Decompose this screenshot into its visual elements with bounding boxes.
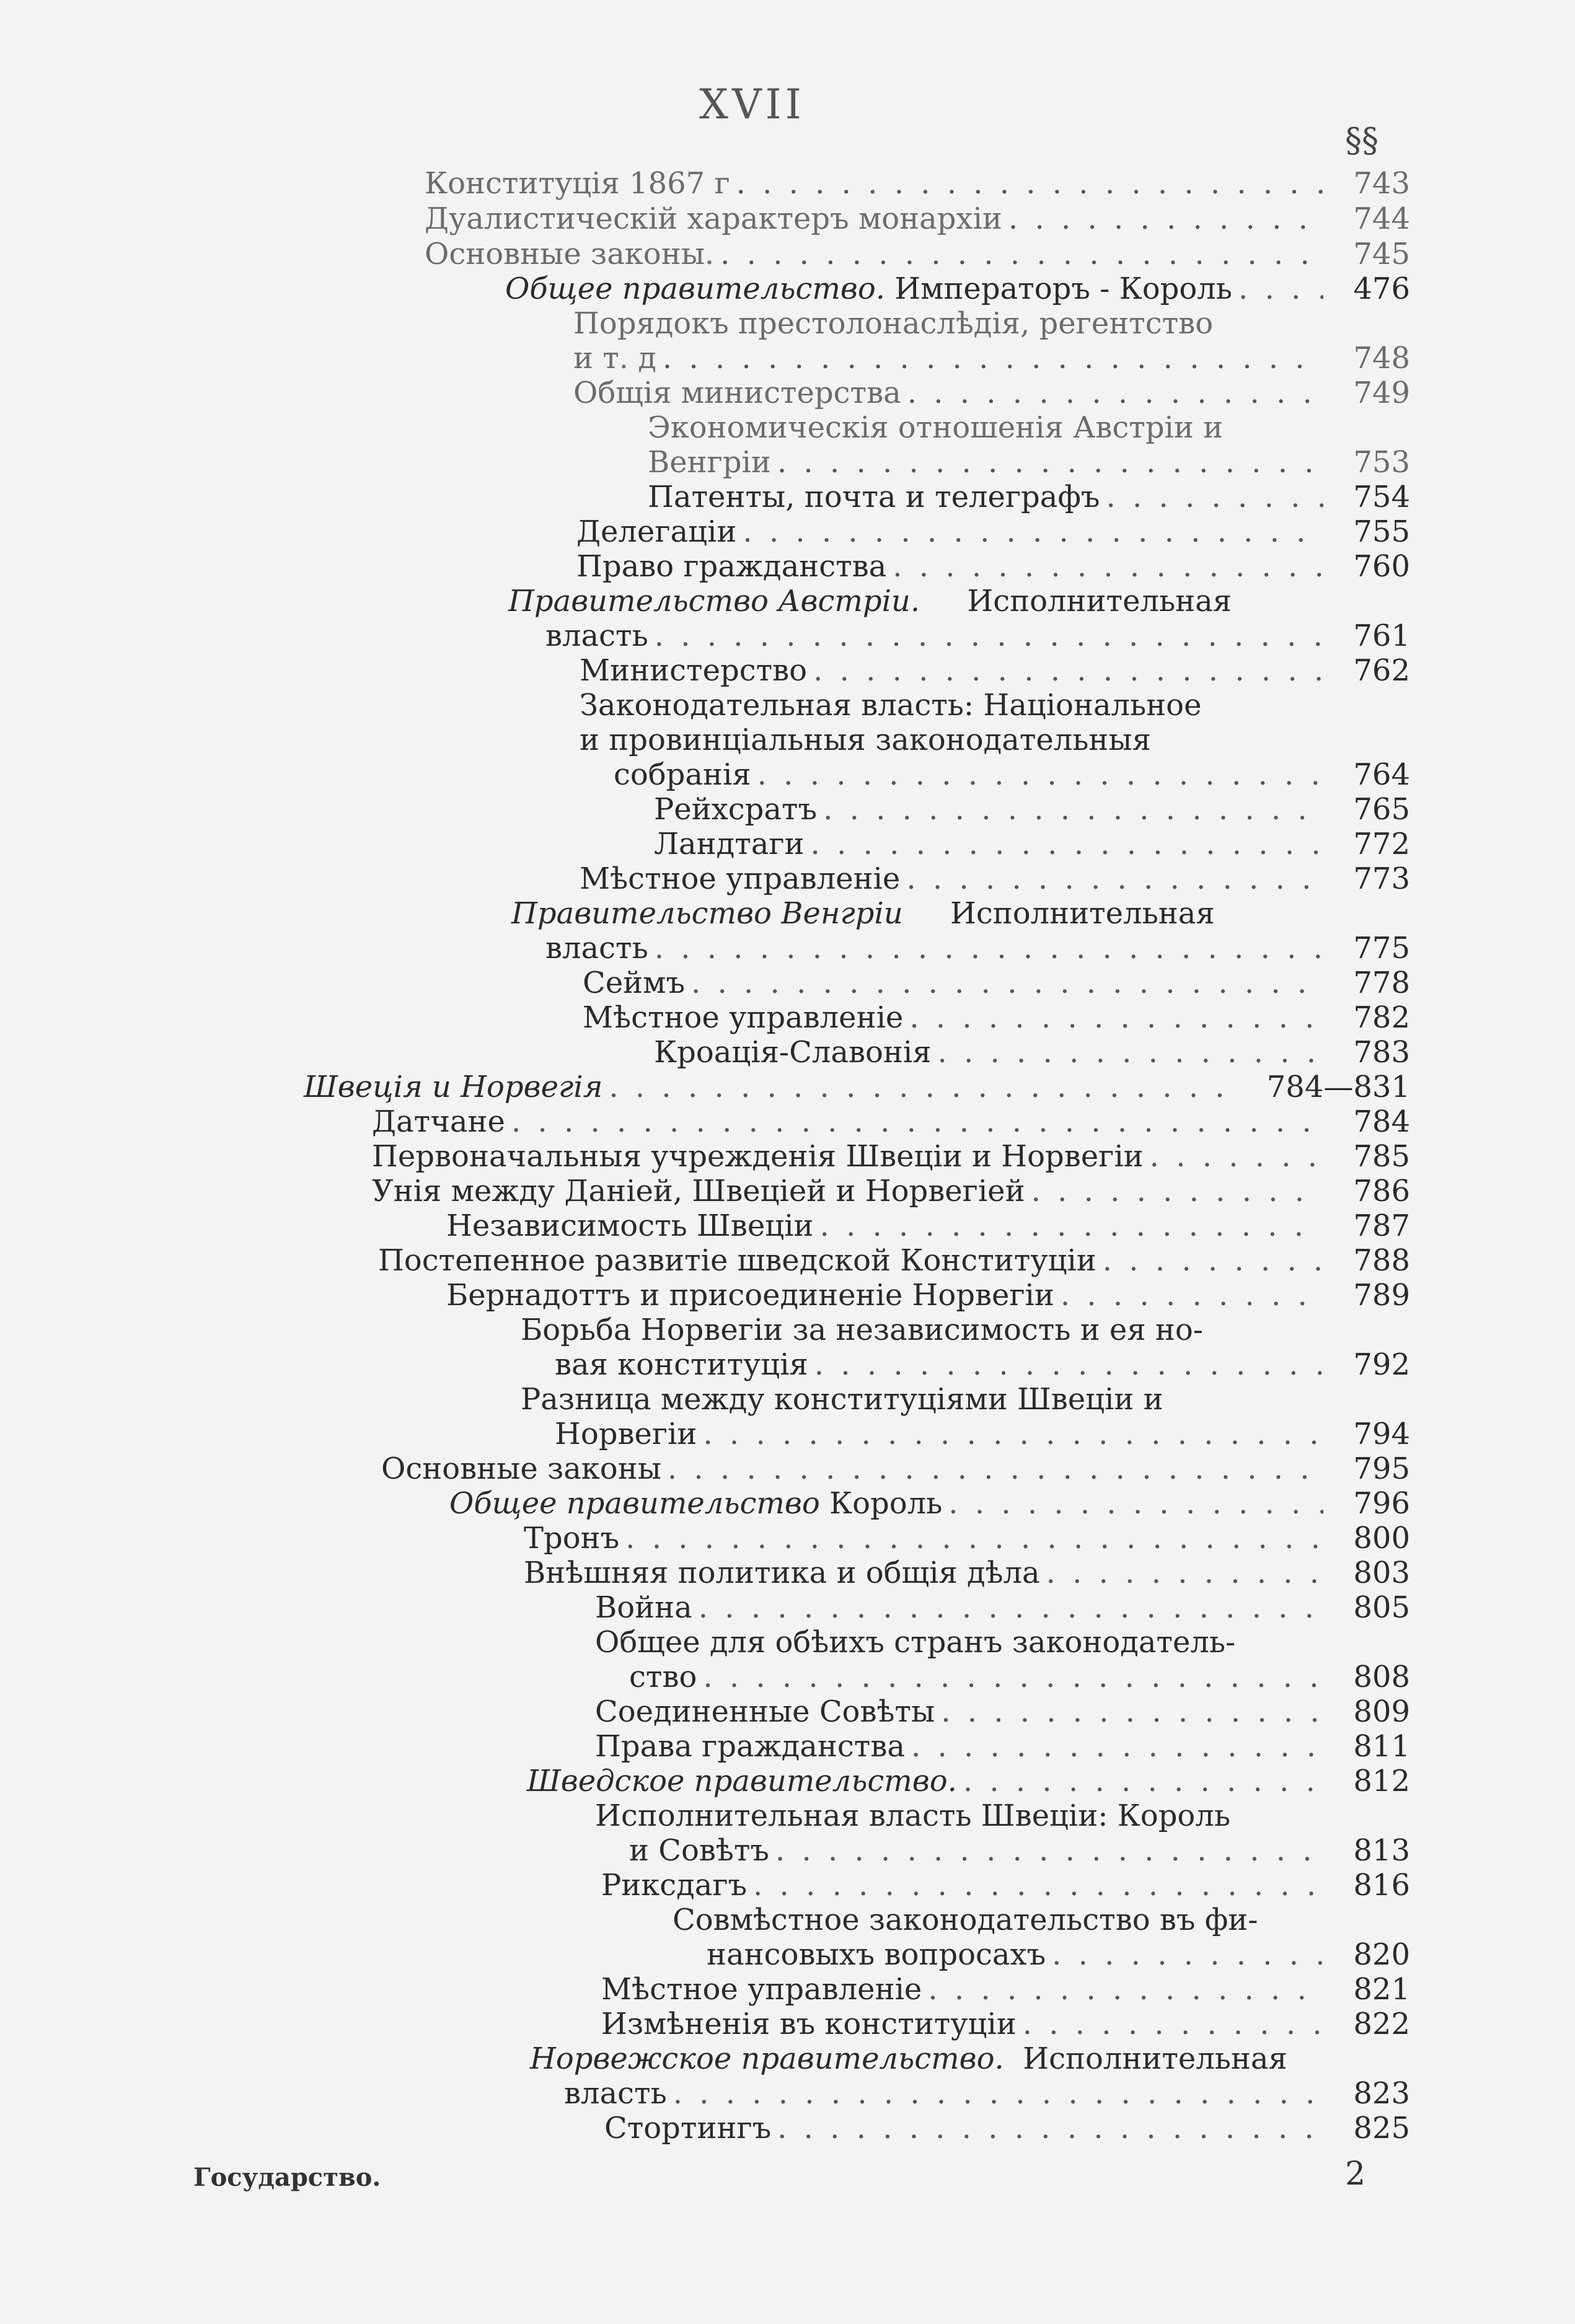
toc-entry: Конституція 1867 г . . . 743	[425, 166, 1410, 202]
toc-entry: Норвежское правительство. Исполнительная	[530, 2041, 1287, 2076]
toc-entry: Кроація-Славонія . . . 783	[654, 1035, 1410, 1071]
toc-entry: Датчане . . . 784	[372, 1104, 1410, 1140]
toc-entry: Швеція и Норвегія . . . 784—831	[304, 1070, 1410, 1106]
toc-entry: Исполнительная власть Швеціи: Король	[595, 1798, 1230, 1833]
toc-entry: Стортингъ . . . 825	[604, 2111, 1410, 2147]
toc-entry: вая конституція . . . 792	[555, 1347, 1410, 1383]
toc-entry: Война . . . 805	[595, 1590, 1410, 1626]
toc-entry: Министерство . . . 762	[580, 653, 1410, 689]
toc-entry: Соединенные Совѣты . . . 809	[595, 1694, 1410, 1730]
toc-entry: Венгріи . . . 753	[648, 445, 1410, 481]
footer-signature: Государство.	[193, 2163, 381, 2192]
toc-entry: Риксдагъ . . . 816	[601, 1868, 1410, 1904]
toc-entry: Ландтаги . . . 772	[654, 827, 1410, 863]
page-number: XVII	[699, 81, 805, 128]
toc-entry: Первоначальныя учрежденія Швеціи и Норвегіи . . . 785	[372, 1139, 1410, 1175]
toc-entry: Мѣстное управленіе . . . 773	[580, 861, 1410, 897]
toc-entry: Постепенное развитіе шведской Конституціи . . . 788	[378, 1243, 1410, 1279]
section-mark: §§	[1345, 121, 1379, 160]
toc-entry: Совмѣстное законодательство въ фи-	[673, 1903, 1258, 1937]
toc-entry: Законодательная власть: Національное	[580, 688, 1202, 723]
toc-entry: Права гражданства . . . 811	[595, 1729, 1410, 1765]
toc-entry: Делегаціи . . . 755	[576, 514, 1410, 550]
toc-entry: Основные законы . . . 795	[381, 1451, 1410, 1487]
toc-entry: ство . . . 808	[629, 1660, 1410, 1696]
toc-entry: Основные законы. . . . 745	[425, 237, 1410, 273]
toc-entry: Общее правительство Король . . . 796	[449, 1486, 1410, 1522]
toc-entry: Мѣстное управленіе . . . 782	[583, 1000, 1410, 1036]
toc-entry: власть . . . 823	[564, 2076, 1410, 2112]
toc-entry: Общее для обѣихъ странъ законодатель-	[595, 1625, 1236, 1660]
toc-entry: власть . . . 775	[545, 931, 1410, 967]
toc-entry: Рейхсратъ . . . 765	[654, 792, 1410, 828]
toc-entry: и т. д . . . 748	[573, 341, 1410, 377]
toc-entry: Правительство Австріи. Исполнительная	[508, 584, 1232, 618]
toc-entry: Внѣшняя политика и общія дѣла . . . 803	[524, 1556, 1410, 1591]
toc-entry: Бернадоттъ и присоединеніе Норвегіи . . . 789	[446, 1278, 1410, 1314]
toc-entry: и Совѣтъ . . . 813	[629, 1833, 1410, 1869]
toc-entry: Общее правительство. Императоръ - Король . . . 476	[505, 271, 1410, 307]
toc-entry: Борьба Норвегіи за независимость и ея но-	[521, 1313, 1203, 1347]
toc-entry: Шведское правительство. . . . 812	[527, 1764, 1410, 1800]
toc-entry: собранія . . . 764	[614, 757, 1410, 793]
footer-sheet-number: 2	[1345, 2155, 1366, 2193]
toc-entry: Мѣстное управленіе . . . 821	[601, 1972, 1410, 2008]
toc-entry: Патенты, почта и телеграфъ . . . 754	[648, 480, 1410, 516]
toc-entry: Независимость Швеціи . . . 787	[446, 1208, 1410, 1244]
toc-entry: Дуалистическій характеръ монархіи . . . 744	[425, 201, 1410, 237]
toc-entry: власть . . . 761	[545, 618, 1410, 654]
toc-entry: Измѣненія въ конституціи . . . 822	[601, 2007, 1410, 2043]
toc-entry: Правительство Венгріи Исполнительная	[511, 896, 1215, 931]
toc-entry: Порядокъ престолонаслѣдія, регентство	[573, 306, 1214, 341]
toc-entry: нансовыхъ вопросахъ . . . 820	[707, 1937, 1410, 1973]
toc-entry: Разница между конституціями Швеціи и	[521, 1382, 1163, 1417]
toc-entry: Право гражданства . . . 760	[576, 549, 1410, 585]
toc-entry: Унія между Даніей, Швеціей и Норвегіей . . . 786	[372, 1174, 1410, 1210]
toc-entry: Сеймъ . . . 778	[583, 966, 1410, 1001]
toc-entry: Норвегіи . . . 794	[555, 1417, 1410, 1453]
toc-entry: Общія министерства . . . 749	[573, 376, 1410, 412]
toc-entry: и провинціальныя законодательныя	[580, 723, 1151, 757]
toc-entry: Экономическія отношенія Австріи и	[648, 410, 1224, 445]
toc-entry: Тронъ . . . 800	[524, 1521, 1410, 1557]
